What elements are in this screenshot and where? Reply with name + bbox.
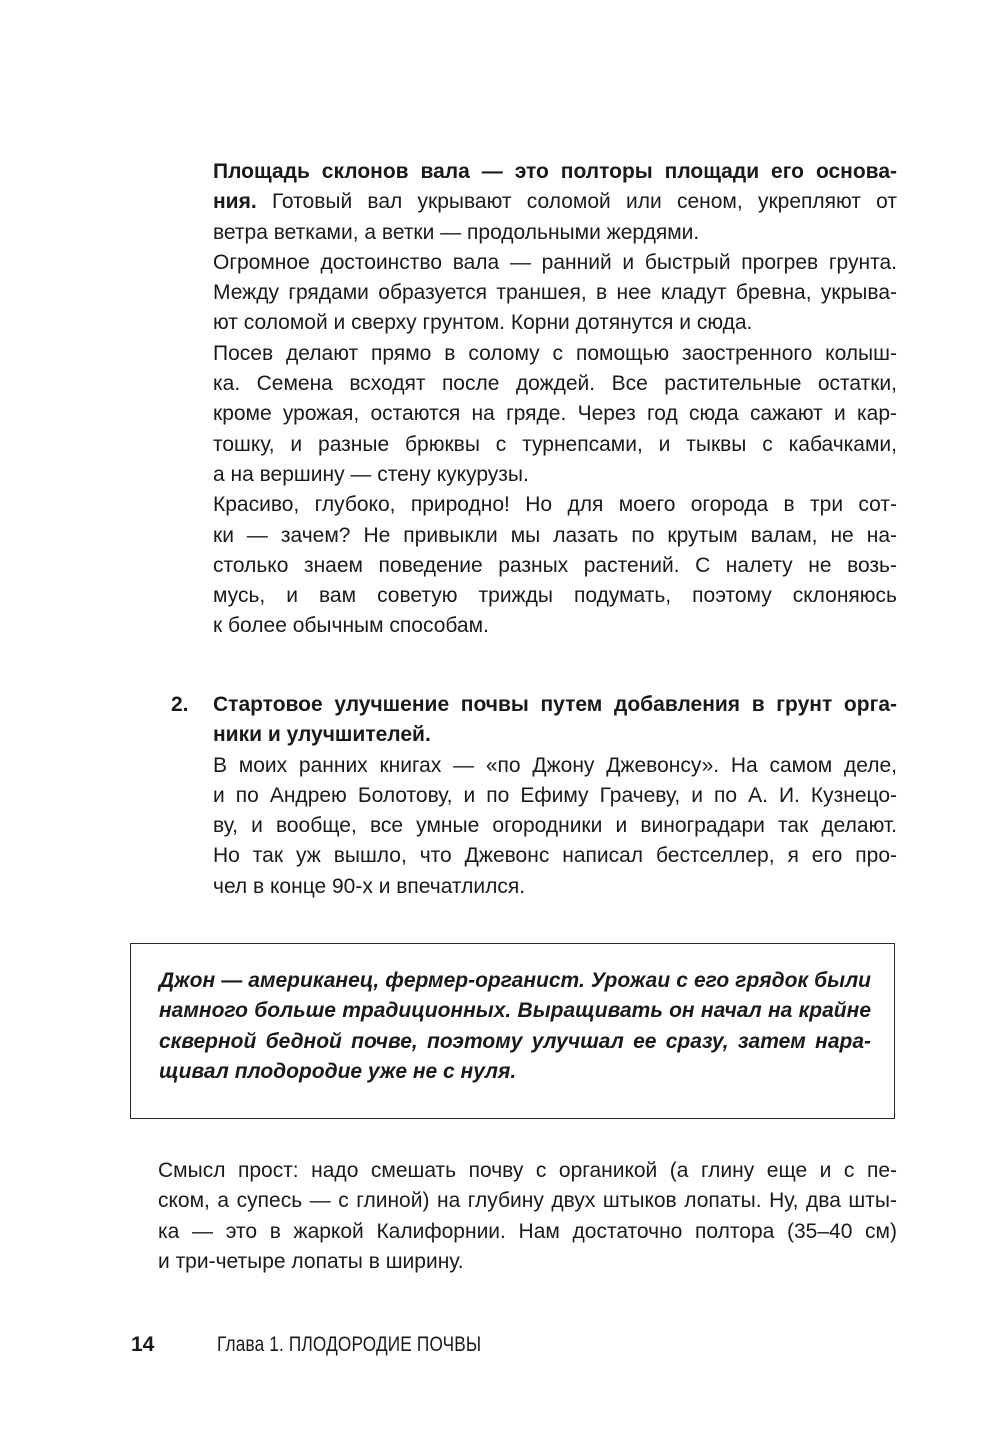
text-line: кроме урожая, остаются на гряде. Через год сюда сажают и кар- [213, 402, 897, 426]
text-line: столько знаем поведение разных растений. С налету не возь- [213, 553, 897, 577]
bottom-paragraph [158, 1156, 897, 1277]
item-heading-line: ники и улучшителей. [213, 723, 431, 747]
text-line: ка. Семена всходят после дождей. Все растительные остатки, [213, 372, 897, 396]
text-line: Посев делают прямо в солому с помощью заостренного колыш- [213, 341, 897, 365]
list-item-number: 2. [171, 693, 189, 716]
callout-line: скверной бедной почве, поэтому улучшал ее сразу, затем нара- [159, 1029, 871, 1053]
text-line: ка — это в жаркой Калифорнии. Нам достаточно полтора (35–40 см) [158, 1219, 897, 1243]
text-line: и по Андрею Болотову, и по Ефиму Грачеву, и по А. И. Кузнецо- [213, 783, 897, 807]
text-line: ву, и вообще, все умные огородники и виноградари так делают. [213, 814, 897, 838]
text-line: а на вершину — стену кукурузы. [213, 462, 529, 486]
text-line: ют соломой и сверху грунтом. Корни дотянутся и сюда. [213, 311, 753, 335]
text-line: мусь, и вам советую трижды подумать, поэтому склоняюсь [213, 584, 897, 608]
text-line: Площадь склонов вала — это полторы площади его основа- [213, 160, 897, 183]
top-paragraphs [213, 157, 897, 642]
callout-box [130, 943, 895, 1119]
text-line: ния. Готовый вал укрывают соломой или сеном, укрепляют от [213, 190, 897, 214]
callout-line: намного больше традиционных. Выращивать он начал на крайне [159, 999, 871, 1023]
text-line: тошку, и разные брюквы с турнепсами, и тыквы с кабачками, [213, 432, 897, 456]
text-line: Смысл прост: надо смешать почву с органикой (а глину еще и с пе- [158, 1159, 897, 1182]
text-line: В моих ранних книгах — «по Джону Джевонсу». На самом деле, [213, 753, 897, 777]
running-head: Глава 1. ПЛОДОРОДИЕ ПОЧВЫ [217, 1333, 482, 1356]
callout-line: Джон — американец, фермер-органист. Урожаи с его грядок были [159, 969, 871, 992]
text-line: ском, а супесь — с глиной) на глубину двух штыков лопаты. Ну, два шты- [158, 1189, 897, 1213]
text-line: к более обычным способам. [213, 614, 489, 638]
callout-text [159, 966, 871, 1087]
text-line: Но так уж вышло, что Джевонс написал бестселлер, я его про- [213, 844, 897, 868]
text-line: Огромное достоинство вала — ранний и быстрый прогрев грунта. [213, 250, 897, 274]
text-line: и три-четыре лопаты в ширину. [158, 1249, 464, 1273]
list-item-2 [213, 690, 897, 902]
text-line: ветра ветками, а ветки — продольными жердями. [213, 220, 700, 244]
callout-line: щивал плодородие уже не с нуля. [159, 1059, 517, 1083]
text-line: Между грядами образуется траншея, в нее кладут бревна, укрыва- [213, 281, 897, 305]
text-line: чел в конце 90-х и впечатлился. [213, 874, 526, 898]
item-heading-line: Стартовое улучшение почвы путем добавления в грунт орга- [213, 693, 897, 716]
text-line: ки — зачем? Не привыкли мы лазать по крутым валам, не на- [213, 523, 897, 547]
text-line: Красиво, глубоко, природно! Но для моего огорода в три сот- [213, 493, 897, 517]
page-number: 14 [131, 1333, 155, 1356]
